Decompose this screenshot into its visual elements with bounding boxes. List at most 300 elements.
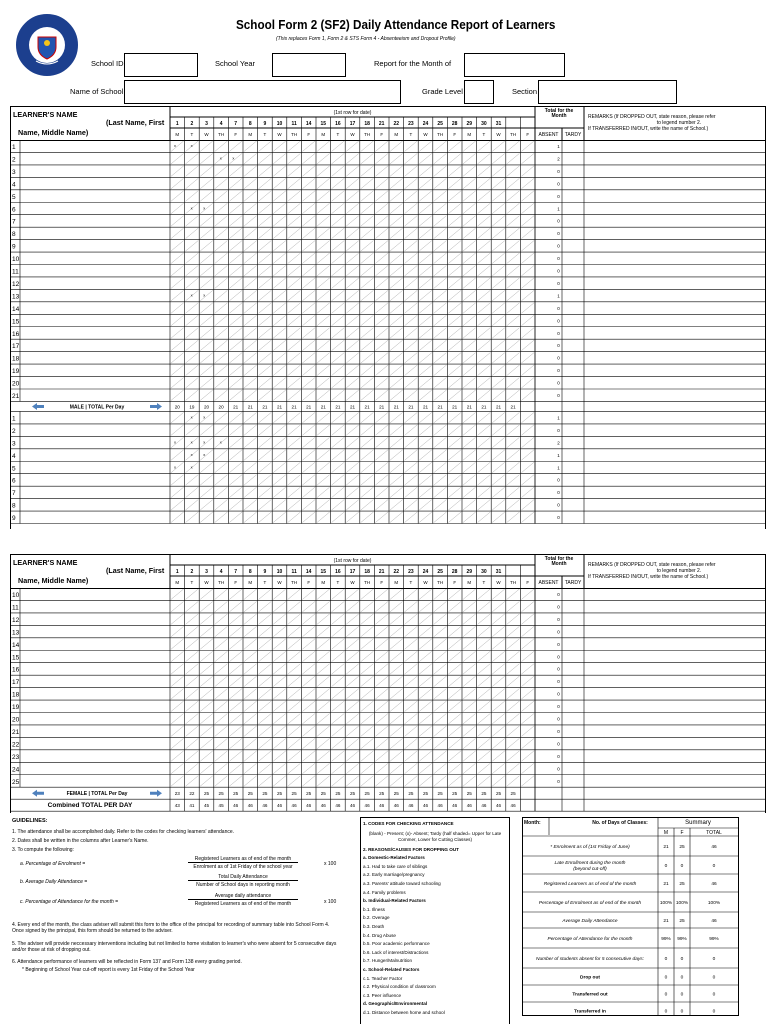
absent-count: 0 bbox=[557, 168, 560, 174]
learner-row[interactable] bbox=[10, 352, 766, 364]
summary-total-value: 0 bbox=[712, 992, 716, 998]
learner-row[interactable] bbox=[10, 227, 766, 239]
row-number: 7 bbox=[12, 490, 16, 498]
reason-item: b.4. Drug Abuse bbox=[363, 932, 396, 938]
row-number: 14 bbox=[12, 305, 20, 313]
learner-row[interactable] bbox=[10, 190, 766, 202]
summary-total-value: 0 bbox=[712, 957, 716, 962]
row-number: 9 bbox=[12, 515, 16, 523]
date-header: 31 bbox=[495, 121, 502, 127]
absent-mark: x bbox=[190, 451, 193, 457]
arrow-left-icon bbox=[32, 790, 44, 797]
report-month-field[interactable] bbox=[464, 53, 565, 77]
summary-row bbox=[522, 900, 738, 912]
row-number: 20 bbox=[12, 380, 20, 388]
female-total-row bbox=[10, 787, 766, 799]
date-header: 17 bbox=[349, 121, 356, 127]
total-value: 25 bbox=[276, 791, 283, 797]
combined-total-row bbox=[10, 799, 766, 811]
date-header: 24 bbox=[422, 569, 429, 575]
row-number: 3 bbox=[12, 168, 16, 176]
learner-row[interactable] bbox=[10, 252, 766, 264]
absent-count: 0 bbox=[557, 231, 560, 237]
learner-row[interactable] bbox=[10, 461, 766, 473]
total-value: 25 bbox=[218, 791, 224, 797]
learner-row[interactable] bbox=[10, 511, 766, 523]
row-number: 2 bbox=[12, 427, 16, 435]
absent-mark: x bbox=[174, 439, 176, 445]
day-header: W bbox=[350, 132, 355, 137]
total-value: 46 bbox=[262, 803, 268, 809]
day-header: TH bbox=[510, 580, 517, 585]
absent-header: ABSENT bbox=[538, 132, 559, 138]
learner-row[interactable] bbox=[10, 638, 766, 650]
learner-row[interactable] bbox=[10, 302, 766, 314]
section-label: Section bbox=[512, 87, 538, 96]
absent-count: 0 bbox=[557, 641, 560, 647]
total-value: 25 bbox=[349, 791, 356, 797]
row-number: 3 bbox=[12, 440, 16, 448]
date-header: 11 bbox=[291, 569, 297, 575]
learner-row[interactable] bbox=[10, 215, 766, 227]
day-header: W bbox=[204, 132, 209, 137]
total-value: 20 bbox=[218, 404, 224, 410]
summary-total-value: 0 bbox=[712, 1009, 716, 1015]
total-value: 46 bbox=[335, 803, 341, 809]
date-header: 29 bbox=[466, 121, 473, 127]
total-value: 21 bbox=[452, 404, 458, 410]
learner-name-header: LEARNER'S NAME bbox=[13, 558, 78, 567]
summary-row-label: Transferred in bbox=[574, 1009, 606, 1015]
summary-total-value: 46 bbox=[711, 882, 717, 887]
absent-count: 1 bbox=[557, 452, 560, 458]
summary-row bbox=[522, 881, 738, 892]
learner-row[interactable] bbox=[10, 165, 766, 177]
summary-row-label: Average Daily Attendance bbox=[562, 919, 618, 924]
arrow-right-icon bbox=[150, 403, 162, 410]
day-header: W bbox=[423, 132, 428, 137]
school-year-field[interactable] bbox=[272, 53, 346, 77]
total-value: 21 bbox=[510, 404, 516, 410]
summary-row bbox=[522, 918, 738, 928]
date-header: 30 bbox=[481, 569, 487, 575]
total-value: 21 bbox=[422, 404, 429, 410]
date-header: 18 bbox=[364, 121, 370, 127]
absent-mark: x bbox=[190, 205, 193, 211]
learner-row[interactable] bbox=[10, 364, 766, 376]
total-value: 21 bbox=[320, 404, 326, 410]
total-value: 23 bbox=[174, 791, 180, 797]
total-value: 46 bbox=[452, 803, 458, 809]
summary-header: Summary bbox=[685, 820, 711, 826]
date-header: 15 bbox=[320, 121, 327, 127]
learner-row[interactable] bbox=[10, 713, 766, 725]
formula-a-den: Enrolment as of 1st Friday of the school year bbox=[193, 864, 293, 870]
total-value: 25 bbox=[481, 791, 487, 797]
learner-row[interactable] bbox=[10, 613, 766, 625]
day-header: TH bbox=[510, 132, 517, 137]
learner-row[interactable] bbox=[10, 762, 766, 774]
learner-row[interactable] bbox=[10, 424, 766, 436]
absent-mark: x bbox=[203, 292, 206, 298]
summary-row-label: Percentage of Enrolment as of end of the month bbox=[538, 901, 642, 906]
reason-item: b.2. Overage bbox=[363, 915, 390, 921]
arrow-left-icon bbox=[32, 403, 44, 410]
row-number: 25 bbox=[12, 778, 20, 786]
row-number: 10 bbox=[12, 256, 20, 264]
row-number: 5 bbox=[12, 193, 16, 201]
absent-count: 0 bbox=[557, 666, 560, 672]
absent-count: 0 bbox=[557, 393, 560, 398]
tardy-header: TARDY bbox=[564, 580, 582, 586]
reason-item: d.1. Distance between home and school bbox=[363, 1009, 445, 1015]
summary-f-value: 0 bbox=[680, 957, 684, 962]
day-header: T bbox=[482, 132, 486, 137]
section-field[interactable] bbox=[538, 80, 677, 104]
school-name-field[interactable] bbox=[124, 80, 401, 104]
learner-row[interactable] bbox=[10, 411, 766, 423]
school-id-field[interactable] bbox=[124, 53, 198, 77]
summary-total-value: 99% bbox=[709, 937, 719, 942]
learner-row[interactable] bbox=[10, 688, 766, 700]
absent-count: 0 bbox=[557, 243, 560, 249]
formula-c-label: c. Percentage of Attendance for the month = bbox=[20, 899, 119, 905]
total-value: 45 bbox=[203, 803, 210, 809]
summary-m-value: 21 bbox=[663, 845, 669, 850]
learner-row[interactable] bbox=[10, 449, 766, 461]
summary-m-value: 0 bbox=[664, 864, 668, 869]
school-name-label: Name of School bbox=[70, 87, 124, 96]
learner-row[interactable] bbox=[10, 327, 766, 339]
date-header: 2 bbox=[190, 569, 194, 575]
days-of-classes-label: No. of Days of Classes: bbox=[592, 820, 648, 826]
day-header: TH bbox=[364, 132, 371, 137]
learner-row[interactable] bbox=[10, 700, 766, 712]
formula-a-x100: x 100 bbox=[324, 861, 337, 867]
row-number: 5 bbox=[12, 465, 16, 473]
learner-row[interactable] bbox=[10, 177, 766, 189]
summary-row-label-2: (beyond cut-off) bbox=[573, 867, 607, 872]
date-header: 7 bbox=[234, 121, 238, 127]
learner-row[interactable] bbox=[10, 775, 766, 787]
day-header: M bbox=[321, 580, 326, 585]
day-header: M bbox=[175, 580, 180, 585]
male-total-row bbox=[10, 401, 766, 411]
guidelines-title: GUIDELINES: bbox=[12, 818, 48, 824]
guideline-5: 5. The adviser will provide neccessary interventions including but not limited to home visitation to learner's who were absent for 5 consecutive days and/or those at risk of dropping out. bbox=[12, 941, 337, 953]
day-header: T bbox=[190, 580, 194, 585]
day-header: TH bbox=[291, 580, 298, 585]
learner-row[interactable] bbox=[10, 377, 766, 389]
total-value: 22 bbox=[189, 791, 195, 797]
learner-row[interactable] bbox=[10, 625, 766, 637]
date-header: 3 bbox=[205, 569, 208, 575]
total-value: 25 bbox=[495, 791, 502, 797]
learner-row[interactable] bbox=[10, 140, 766, 152]
formula-a-label: a. Percentage of Enrolment = bbox=[20, 861, 86, 867]
row-number: 15 bbox=[12, 654, 20, 662]
reason-item: b.6. Lack of interest/Distractions bbox=[363, 949, 429, 955]
total-value: 41 bbox=[189, 803, 195, 809]
summary-total: TOTAL bbox=[706, 830, 722, 836]
row-number: 16 bbox=[12, 666, 20, 674]
first-row-date-label: (1st row for date) bbox=[333, 110, 372, 116]
summary-row-label: Drop out bbox=[580, 975, 600, 981]
reason-item: c.2. Physical condition of classroom bbox=[363, 984, 436, 990]
day-header: T bbox=[336, 580, 340, 585]
summary-f-value: 25 bbox=[679, 919, 685, 924]
learner-row[interactable] bbox=[10, 474, 766, 486]
reason-group-a: a. Domestic-Related Factors bbox=[363, 855, 425, 861]
row-number: 18 bbox=[12, 355, 20, 363]
absent-mark: x bbox=[190, 292, 193, 298]
learner-name-header: LEARNER'S NAME bbox=[13, 110, 78, 119]
date-header: 17 bbox=[349, 569, 356, 575]
total-value: 46 bbox=[393, 803, 399, 809]
learner-row[interactable] bbox=[10, 152, 766, 164]
learner-row[interactable] bbox=[10, 265, 766, 277]
row-number: 4 bbox=[12, 452, 16, 460]
date-header: 4 bbox=[219, 121, 223, 127]
row-number: 20 bbox=[12, 716, 20, 724]
day-header: T bbox=[263, 580, 267, 585]
day-header: M bbox=[467, 132, 472, 137]
reason-item: a.4. Family problems bbox=[363, 889, 406, 895]
row-number: 16 bbox=[12, 330, 20, 338]
total-value: 25 bbox=[247, 791, 253, 797]
absent-count: 0 bbox=[557, 305, 560, 311]
total-value: 21 bbox=[379, 404, 385, 410]
reasons-title: 2. REASONS/CAUSES FOR DROPPING OUT bbox=[363, 846, 459, 852]
day-header: TH bbox=[218, 132, 225, 137]
learner-row[interactable] bbox=[10, 675, 766, 687]
date-header: 25 bbox=[437, 569, 443, 575]
date-header: 14 bbox=[305, 569, 312, 575]
total-value: 46 bbox=[364, 803, 370, 809]
remarks-header: REMARKS (If DROPPED OUT, state reason, please refer bbox=[588, 114, 716, 120]
learner-row[interactable] bbox=[10, 339, 766, 351]
row-number: 7 bbox=[12, 218, 16, 226]
total-month-header-2: Month bbox=[551, 113, 567, 119]
day-header: F bbox=[307, 132, 311, 137]
reason-item: b.3. Death bbox=[363, 923, 385, 929]
day-header: T bbox=[336, 132, 340, 137]
absent-count: 0 bbox=[557, 766, 560, 772]
absent-count: 0 bbox=[557, 318, 560, 324]
row-number: 22 bbox=[12, 741, 20, 749]
day-header: M bbox=[175, 132, 180, 137]
day-header: M bbox=[248, 580, 253, 585]
formula-b-label: b. Average Daily Attendance = bbox=[20, 879, 88, 885]
day-header: T bbox=[482, 580, 486, 585]
absent-count: 0 bbox=[557, 654, 560, 660]
formula-c-x100: x 100 bbox=[324, 899, 337, 905]
total-value: 46 bbox=[306, 803, 312, 809]
total-value: 25 bbox=[466, 791, 472, 797]
learner-row[interactable] bbox=[10, 314, 766, 326]
row-number: 8 bbox=[12, 502, 16, 510]
date-header: 3 bbox=[205, 121, 208, 127]
reason-group-b: b. Individual-Related Factors bbox=[363, 898, 426, 904]
day-header: M bbox=[321, 132, 326, 137]
absent-count: 0 bbox=[557, 368, 560, 374]
total-month-header-2: Month bbox=[551, 561, 567, 567]
row-number: 13 bbox=[12, 629, 20, 637]
day-header: W bbox=[277, 132, 282, 137]
guidelines bbox=[12, 818, 357, 1018]
absent-count: 1 bbox=[557, 415, 560, 421]
total-label: MALE | TOTAL Per Day bbox=[69, 404, 125, 411]
attendance-table-page1 bbox=[10, 106, 766, 529]
form-title: School Form 2 (SF2) Daily Attendance Report of Learners bbox=[236, 17, 556, 32]
date-header: 16 bbox=[335, 569, 341, 575]
day-header: F bbox=[526, 132, 530, 137]
date-header: 11 bbox=[291, 121, 297, 127]
summary-month-label: Month: bbox=[524, 820, 541, 826]
guideline-7: * Beginning of School Year cut-off report is every 1st Friday of the School Year bbox=[22, 967, 195, 973]
attendance-table-page2 bbox=[10, 554, 766, 813]
summary-m: M bbox=[663, 830, 669, 836]
absent-count: 0 bbox=[557, 380, 560, 386]
total-value: 21 bbox=[393, 404, 399, 410]
grade-level-field[interactable] bbox=[464, 80, 494, 104]
total-value: 46 bbox=[320, 803, 326, 809]
guideline-2: 2. Dates shall be written in the columns after Learner's Name. bbox=[12, 838, 149, 844]
summary-m-value: 0 bbox=[664, 1009, 668, 1015]
codes-panel bbox=[360, 817, 510, 1024]
learner-row[interactable] bbox=[10, 600, 766, 612]
absent-mark: x bbox=[190, 143, 193, 148]
row-number: 12 bbox=[12, 280, 20, 288]
total-value: 46 bbox=[437, 803, 443, 809]
absent-mark: x bbox=[190, 439, 193, 445]
grade-level-label: Grade Level bbox=[422, 87, 463, 96]
tardy-header: TARDY bbox=[564, 132, 582, 138]
total-value: 46 bbox=[349, 803, 356, 809]
total-value: 46 bbox=[379, 803, 385, 809]
summary-row-label: Percentage of Attendance for the month bbox=[547, 937, 633, 942]
summary-row-label: Number of students absent for 5 consecutive days: bbox=[536, 957, 644, 962]
row-number: 23 bbox=[12, 753, 20, 761]
total-value: 25 bbox=[203, 791, 210, 797]
learner-row[interactable] bbox=[10, 486, 766, 498]
learner-row[interactable] bbox=[10, 663, 766, 675]
total-value: 46 bbox=[510, 803, 516, 809]
learner-row[interactable] bbox=[10, 240, 766, 252]
absent-mark: x bbox=[232, 155, 235, 161]
total-value: 25 bbox=[364, 791, 370, 797]
day-header: T bbox=[190, 132, 194, 137]
absent-count: 2 bbox=[557, 156, 560, 162]
date-header: 22 bbox=[393, 121, 400, 127]
learner-name-subheader: (Last Name, First bbox=[106, 566, 165, 575]
codes-title: 1. CODES FOR CHECKING ATTENDANCE bbox=[363, 821, 454, 826]
absent-count: 0 bbox=[557, 704, 560, 710]
summary-row-label: Registered Learners as of end of the month bbox=[543, 882, 637, 887]
learner-row[interactable] bbox=[10, 650, 766, 662]
row-number: 17 bbox=[12, 679, 20, 687]
learner-row[interactable] bbox=[10, 277, 766, 289]
learner-row[interactable] bbox=[10, 436, 766, 448]
total-value: 21 bbox=[291, 404, 297, 410]
absent-count: 0 bbox=[557, 515, 560, 521]
summary-f-value: 0 bbox=[680, 975, 684, 981]
date-header: 24 bbox=[422, 121, 429, 127]
summary-row-label: Late Enrollment during the month bbox=[554, 861, 626, 866]
absent-count: 0 bbox=[557, 355, 560, 361]
day-header: F bbox=[526, 580, 530, 585]
absent-mark: x bbox=[203, 451, 206, 457]
total-value: 46 bbox=[408, 803, 414, 809]
learner-row[interactable] bbox=[10, 588, 766, 600]
learner-row[interactable] bbox=[10, 289, 766, 301]
absent-mark: x bbox=[190, 414, 193, 420]
date-header: 25 bbox=[437, 121, 443, 127]
absent-mark: x bbox=[203, 205, 206, 211]
total-value: 21 bbox=[262, 404, 268, 410]
absent-count: 0 bbox=[557, 280, 560, 286]
day-header: T bbox=[409, 580, 413, 585]
form-subtitle: (This replaces Form 1, Form 2 & STS Form 4 - Absenteeism and Dropout Profile) bbox=[276, 36, 456, 42]
reason-item: c.1. Teacher Factor bbox=[363, 975, 403, 981]
total-value: 25 bbox=[452, 791, 458, 797]
learner-row[interactable] bbox=[10, 499, 766, 511]
summary-total-value: 100% bbox=[707, 901, 721, 906]
learner-row[interactable] bbox=[10, 750, 766, 762]
summary-m-value: 21 bbox=[663, 882, 669, 887]
date-header: 9 bbox=[263, 121, 267, 127]
guideline-6: 6. Attendance performance of learners will be reflected in Form 137 and Form 138 every grading period. bbox=[12, 959, 242, 965]
total-value: 19 bbox=[189, 404, 195, 410]
day-header: T bbox=[409, 132, 413, 137]
date-header: 10 bbox=[276, 569, 283, 575]
absent-count: 0 bbox=[557, 427, 560, 433]
absent-count: 0 bbox=[557, 679, 560, 685]
remarks-header-2: to legend number 2. bbox=[656, 120, 702, 126]
date-header: 4 bbox=[219, 569, 223, 575]
learner-row[interactable] bbox=[10, 725, 766, 737]
formula-b-num: Total Daily Attendance bbox=[188, 874, 298, 881]
row-number: 2 bbox=[12, 156, 16, 164]
total-value: 25 bbox=[437, 791, 443, 797]
absent-header: ABSENT bbox=[538, 580, 559, 586]
day-header: F bbox=[453, 580, 457, 585]
row-number: 18 bbox=[12, 691, 20, 699]
absent-count: 0 bbox=[557, 604, 560, 610]
absent-count: 0 bbox=[557, 218, 560, 224]
absent-count: 1 bbox=[557, 206, 560, 212]
reason-item: a.2. Early marriage/pregnancy bbox=[363, 872, 425, 878]
absent-mark: x bbox=[219, 439, 222, 445]
date-header: 22 bbox=[393, 569, 400, 575]
remarks-header: REMARKS (If DROPPED OUT, state reason, please refer bbox=[588, 562, 716, 568]
learner-row[interactable] bbox=[10, 202, 766, 214]
total-value: 46 bbox=[247, 803, 253, 809]
day-header: M bbox=[467, 580, 472, 585]
date-header: 29 bbox=[466, 569, 473, 575]
date-header: 23 bbox=[408, 121, 414, 127]
day-header: F bbox=[380, 132, 384, 137]
learner-row[interactable] bbox=[10, 737, 766, 749]
total-value: 25 bbox=[291, 791, 297, 797]
date-header: 21 bbox=[378, 569, 385, 575]
report-month-label: Report for the Month of bbox=[374, 59, 452, 68]
learner-row[interactable] bbox=[10, 389, 766, 401]
day-header: M bbox=[394, 580, 399, 585]
date-header: 2 bbox=[190, 121, 194, 127]
day-header: F bbox=[307, 580, 311, 585]
first-row-date-label: (1st row for date) bbox=[333, 558, 372, 564]
